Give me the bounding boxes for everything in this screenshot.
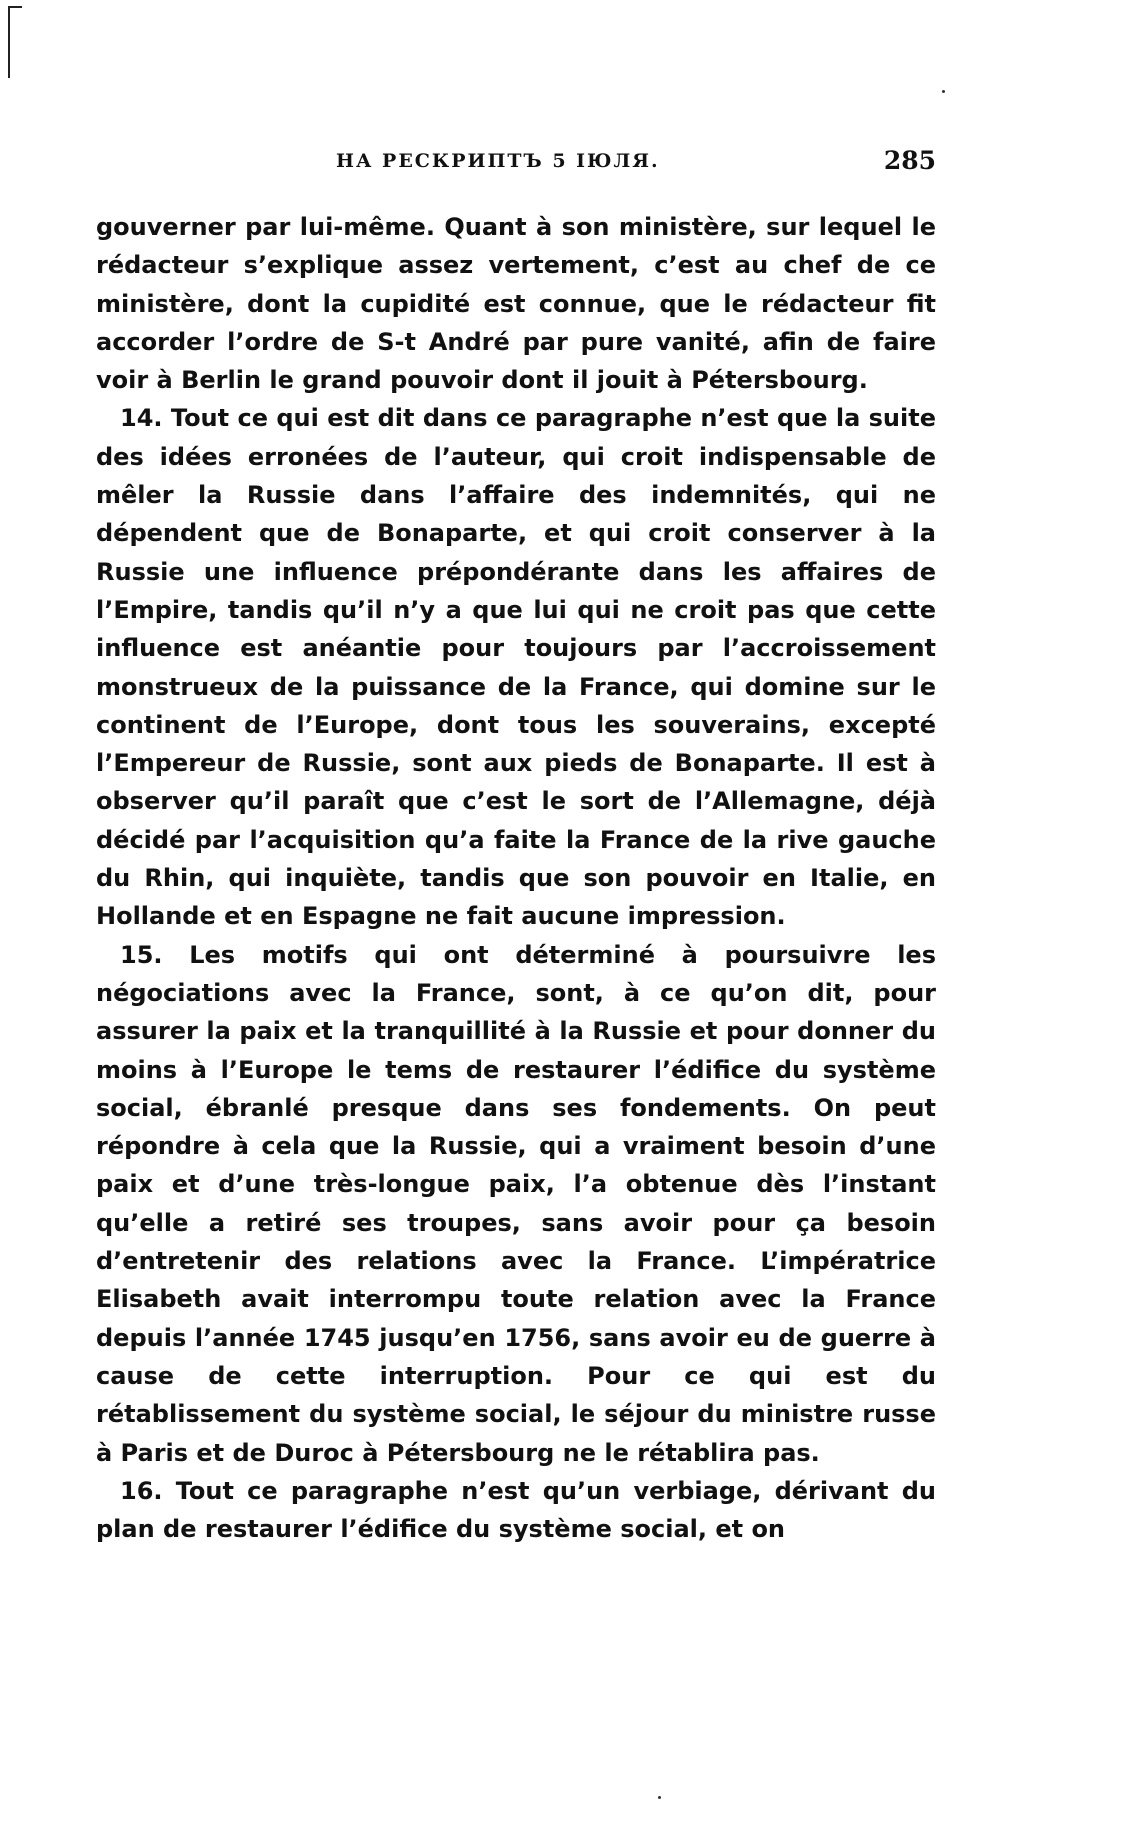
speck-bottom	[658, 1796, 661, 1799]
running-title: НА РЕСКРИПТЪ 5 ІЮЛЯ.	[336, 150, 660, 172]
paragraph-continuation: gouverner par lui-même. Quant à son ministère, sur lequel le rédacteur s’explique assez vertement, c’est au chef de ce ministère, dont la cupidité est connue, que le rédacteur fit accorder l’ordre de S-t André par pure vanité, afin de faire voir à Berlin le grand pouvoir dont il jouit à Pétersbourg.	[96, 213, 936, 395]
paragraph-16: 16. Tout ce paragraphe n’est qu’un verbiage, dérivant du plan de restaurer l’édifice du système social, et on	[96, 1476, 936, 1544]
page-header	[96, 146, 936, 180]
paragraph-14: 14. Tout ce qui est dit dans ce paragraphe n’est que la suite des idées erronées de l’auteur, qui croit indispensable de mêler la Russie dans l’affaire des indemnités, qui ne dépendent que de Bonaparte, et qui croit conserver à la Russie une influence prépondérante dans les affaires de l’Empire, tandis qu’il n’y a que lui qui ne croit pas que cette influence est anéantie pour toujours par l’accroissement monstrueux de la puissance de la France, qui domine sur le continent de l’Europe, dont tous les souverains, excepté l’Empereur de Russie, sont aux pieds de Bonaparte. Il est à observer qu’il paraît que c’est le sort de l’Allemagne, déjà décidé par l’acquisition qu’a faite la France de la rive gauche du Rhin, qui inquiète, tandis que son pouvoir en Italie, en Hollande et en Espagne ne fait aucune impression.	[96, 404, 936, 931]
page-body	[96, 208, 936, 1548]
scan-edge-mark	[8, 6, 10, 78]
paragraph-15: 15. Les motifs qui ont déterminé à poursuivre les négociations avec la France, sont, à ce qu’on dit, pour assurer la paix et la tranquillité à la Russie et pour donner du moins à l’Europe le tems de restaurer l’édifice du système social, ébranlé presque dans ses fondements. On peut répondre à cela que la Russie, qui a vraiment besoin d’une paix et d’une très-longue paix, l’a obtenue dès l’instant qu’elle a retiré ses troupes, sans avoir pour ça besoin d’entretenir des relations avec la France. L’impératrice Elisabeth avait interrompu toute relation avec la France depuis l’année 1745 jusqu’en 1756, sans avoir eu de guerre à cause de cette interruption. Pour ce qui est du rétablissement du système social, le séjour du ministre russe à Paris et de Duroc à Pétersbourg ne le rétablira pas.	[96, 940, 936, 1467]
page-number: 285	[883, 146, 936, 175]
speck-top	[942, 90, 945, 93]
scan-corner-mark	[8, 6, 22, 8]
